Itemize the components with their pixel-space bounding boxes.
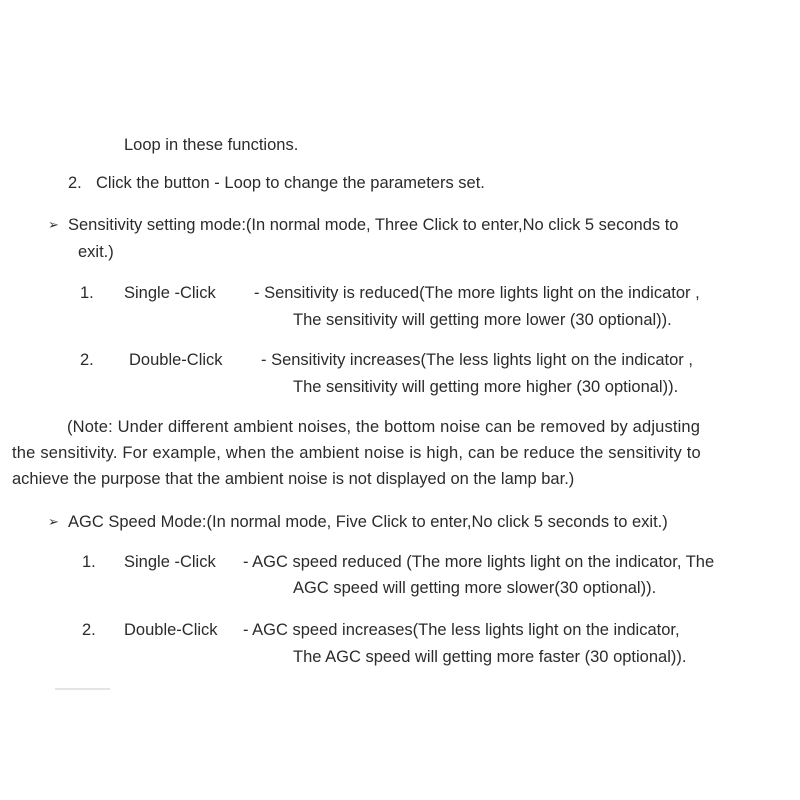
agc-item-action: Single -Click — [124, 553, 216, 571]
intro-item-number: 2. — [68, 174, 82, 192]
agc-header: AGC Speed Mode:(In normal mode, Five Click to enter,No click 5 seconds to exit.) — [68, 513, 668, 531]
note-line: the sensitivity. For example, when the ambient noise is high, can be reduce the sensitivity to — [12, 444, 701, 462]
agc-item-desc-cont: AGC speed will getting more slower(30 optional)). — [293, 579, 657, 597]
sensitivity-item-desc-cont: The sensitivity will getting more lower (30 optional)). — [293, 311, 672, 329]
agc-item-desc: - AGC speed reduced (The more lights light on the indicator, The — [243, 553, 715, 571]
sensitivity-item-desc-cont: The sensitivity will getting more higher (30 optional)). — [293, 378, 679, 396]
sensitivity-item-action: Double-Click — [129, 351, 223, 369]
sensitivity-item-number: 2. — [80, 351, 94, 369]
loop-line: Loop in these functions. — [124, 136, 299, 154]
intro-item-text: Click the button - Loop to change the parameters set. — [96, 174, 485, 192]
agc-item-number: 1. — [82, 553, 96, 571]
note-line: achieve the purpose that the ambient noise is not displayed on the lamp bar.) — [12, 470, 575, 488]
sensitivity-item-action: Single -Click — [124, 284, 216, 302]
sensitivity-item-desc: - Sensitivity is reduced(The more lights light on the indicator , — [254, 284, 700, 302]
agc-item-desc: - AGC speed increases(The less lights light on the indicator, — [243, 621, 680, 639]
note-line: (Note: Under different ambient noises, the bottom noise can be removed by adjusting — [67, 418, 701, 436]
agc-item-action: Double-Click — [124, 621, 218, 639]
sensitivity-item-number: 1. — [80, 284, 94, 302]
arrowhead-bullet-icon: ➢ — [48, 514, 59, 529]
faded-divider — [55, 688, 110, 690]
sensitivity-header-cont: exit.) — [78, 243, 114, 261]
arrowhead-bullet-icon: ➢ — [48, 217, 59, 232]
sensitivity-item-desc: - Sensitivity increases(The less lights light on the indicator , — [261, 351, 693, 369]
sensitivity-header: Sensitivity setting mode:(In normal mode, Three Click to enter,No click 5 seconds to — [68, 216, 679, 234]
agc-item-desc-cont: The AGC speed will getting more faster (30 optional)). — [293, 648, 687, 666]
agc-item-number: 2. — [82, 621, 96, 639]
